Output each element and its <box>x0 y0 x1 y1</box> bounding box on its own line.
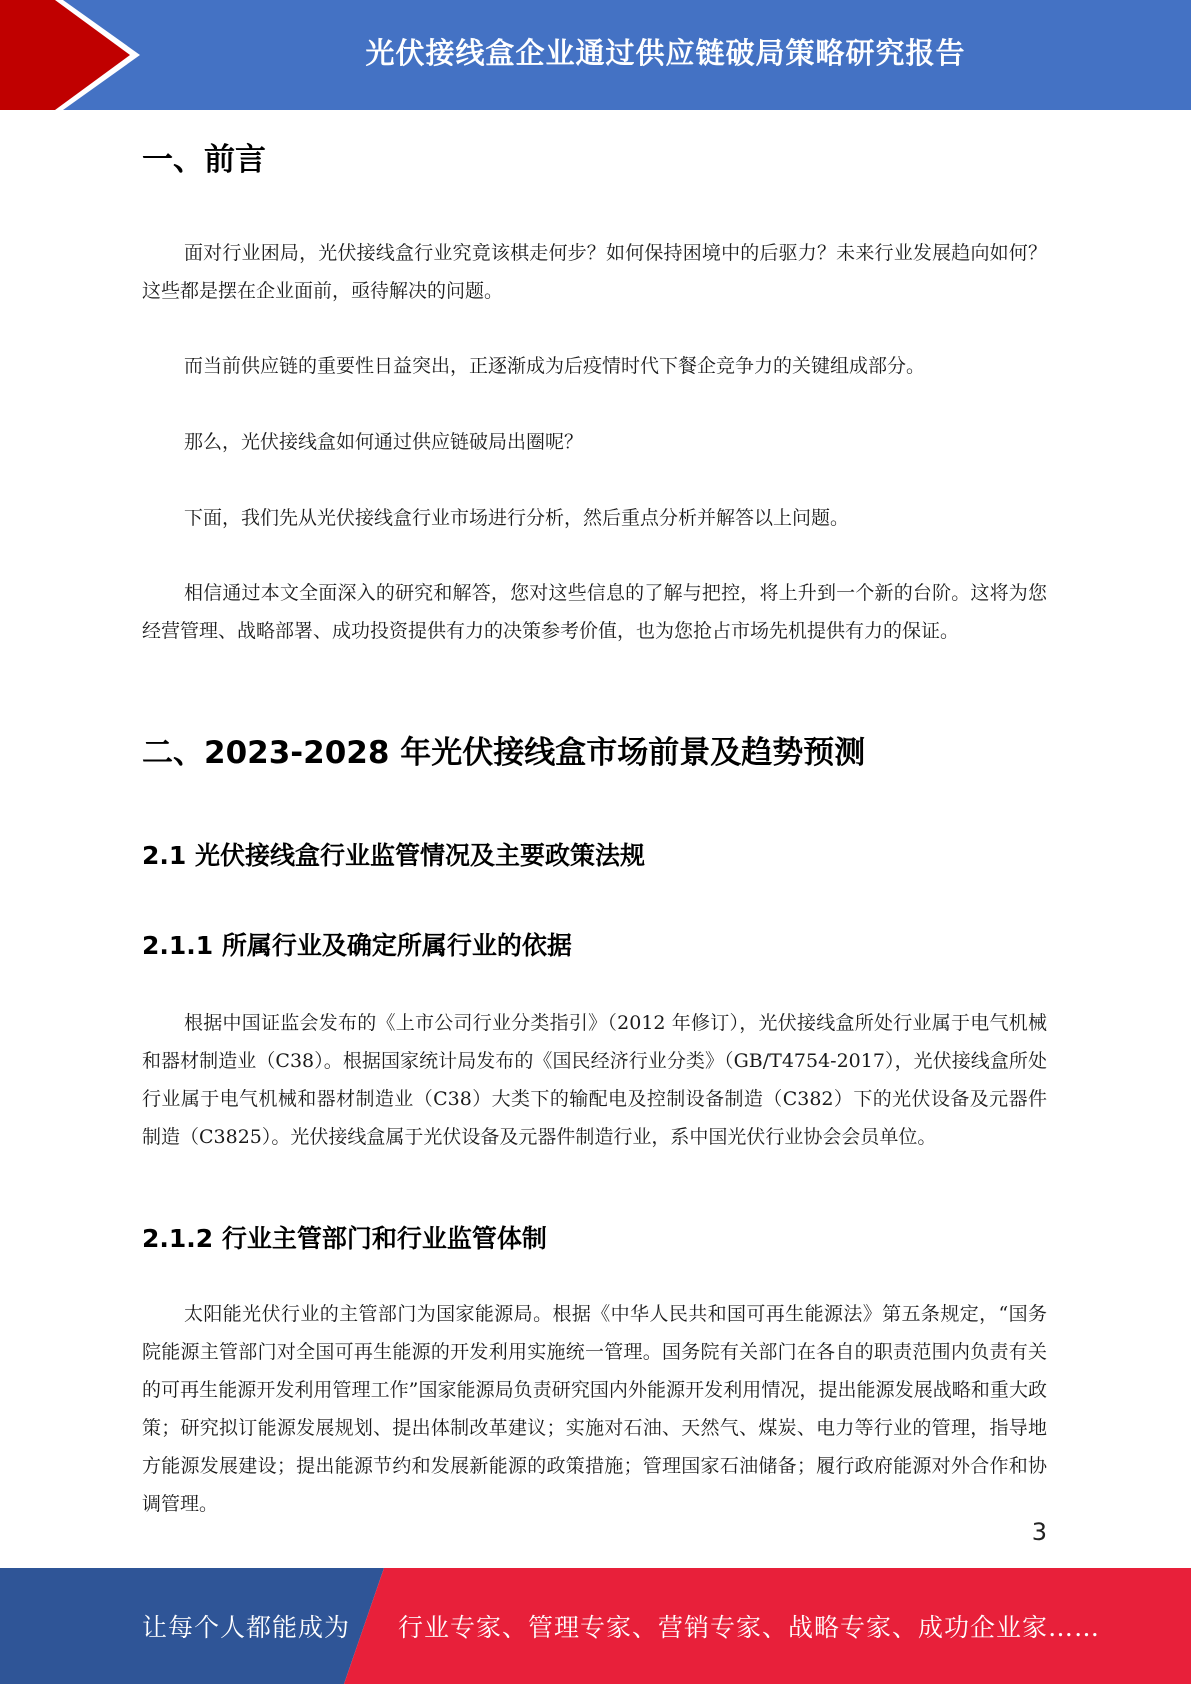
intro-paragraph-2: 而当前供应链的重要性日益突出，正逐渐成为后疫情时代下餐企竞争力的关键组成部分。 <box>184 355 926 377</box>
subsection-heading-2-1: 2.1 光伏接线盒行业监管情况及主要政策法规 <box>142 841 645 870</box>
footer-banner <box>0 1568 1191 1684</box>
footer-slogan-left: 让每个人都能成为 <box>142 1613 351 1642</box>
chevron-arrow-icon <box>0 0 160 110</box>
header-banner <box>0 0 1191 110</box>
subsection-heading-2-1-1: 2.1.1 所属行业及确定所属行业的依据 <box>142 931 572 960</box>
paragraph-2-1-1: 根据中国证监会发布的《上市公司行业分类指引》（2012 年修订），光伏接线盒所处行业属于电气机械和器材制造业（C38）。根据国家统计局发布的《国民经济行业分类》（GB/T4754-2017），光伏接线盒所处行业属于电气机械和器材制造业（C38）大类下的输配电及控制设备制造（C382）下的光伏设备及元器件制造（C3825）。光伏接线盒属于光伏设备及元器件制造行业，系中国光伏行业协会会员单位。 <box>142 1012 1047 1148</box>
report-title: 光伏接线盒企业通过供应链破局策略研究报告 <box>365 35 966 70</box>
intro-paragraph-3: 那么，光伏接线盒如何通过供应链破局出圈呢？ <box>184 431 584 453</box>
intro-paragraph-4: 下面，我们先从光伏接线盒行业市场进行分析，然后重点分析并解答以上问题。 <box>184 507 850 529</box>
page-number: 3 <box>1031 1518 1047 1546</box>
section-heading-intro: 一、前言 <box>142 142 266 178</box>
subsection-heading-2-1-2: 2.1.2 行业主管部门和行业监管体制 <box>142 1224 547 1253</box>
section-heading-forecast: 二、2023-2028 年光伏接线盒市场前景及趋势预测 <box>142 735 866 771</box>
footer-slogan-right: 行业专家、管理专家、营销专家、战略专家、成功企业家…… <box>398 1613 1101 1642</box>
intro-paragraph-1: 面对行业困局，光伏接线盒行业究竟该棋走何步？如何保持困境中的后驱力？未来行业发展趋向如何？这些都是摆在企业面前，亟待解决的问题。 <box>142 242 1047 302</box>
intro-paragraph-5: 相信通过本文全面深入的研究和解答，您对这些信息的了解与把控，将上升到一个新的台阶。这将为您经营管理、战略部署、成功投资提供有力的决策参考价值，也为您抢占市场先机提供有力的保证。 <box>142 582 1047 642</box>
paragraph-2-1-2: 太阳能光伏行业的主管部门为国家能源局。根据《中华人民共和国可再生能源法》第五条规定，“国务院能源主管部门对全国可再生能源的开发利用实施统一管理。国务院有关部门在各自的职责范围内负责有关的可再生能源开发利用管理工作”国家能源局负责研究国内外能源开发利用情况，提出能源发展战略和重大政策；研究拟订能源发展规划、提出体制改革建议；实施对石油、天然气、煤炭、电力等行业的管理，指导地方能源发展建设；提出能源节约和发展新能源的政策措施；管理国家石油储备；履行政府能源对外合作和协调管理。 <box>142 1303 1047 1515</box>
